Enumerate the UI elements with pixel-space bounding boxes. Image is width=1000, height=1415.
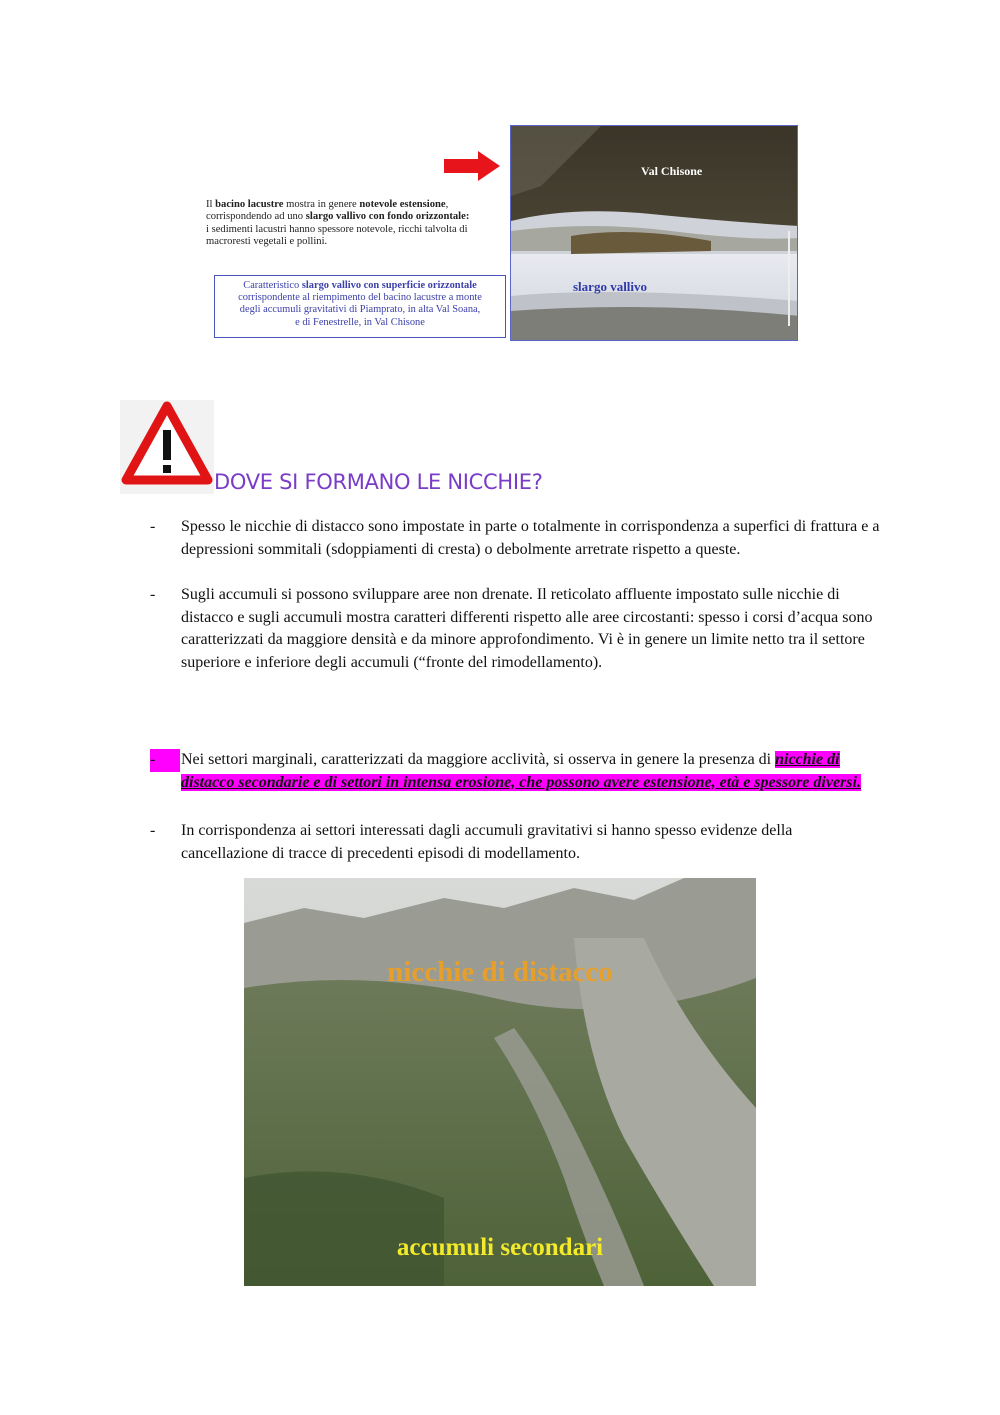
photo-label-accumuli: accumuli secondari xyxy=(396,1234,604,1261)
section-heading: DOVE SI FORMANO LE NICCHIE? xyxy=(214,470,543,494)
photo-label-val-chisone: Val Chisone xyxy=(641,164,703,178)
photo-label-slargo-vallivo: slargo vallivo xyxy=(573,279,648,294)
photo-label-nicchie: nicchie di distacco xyxy=(387,956,613,988)
figure-caption-box: Caratteristico slargo vallivo con superficie orizzontale corrispondente al riempimento del bacino lacustre a monte degli accumuli gravitativi di Piamprato, in alta Val Soana, e di Fenestrelle, in Val Chisone xyxy=(214,275,506,338)
warning-triangle-icon xyxy=(120,400,214,494)
figure-intro-text: Il bacino lacustre mostra in genere notevole estensione, corrispondendo ad uno slargo vallivo con fondo orizzontale: i sedimenti lacustri hanno spessore notevole, ricchi talvolta di macroresti vegetali e pollini. xyxy=(206,199,470,248)
highlighted-text: nicchie di distacco secondarie e di settori in intensa erosione, che possono avere estensione, età e spessore diversi. xyxy=(181,751,861,791)
valley-photo xyxy=(510,125,798,341)
mountain-slope-photo xyxy=(244,878,756,1286)
red-arrow-icon xyxy=(444,151,500,181)
